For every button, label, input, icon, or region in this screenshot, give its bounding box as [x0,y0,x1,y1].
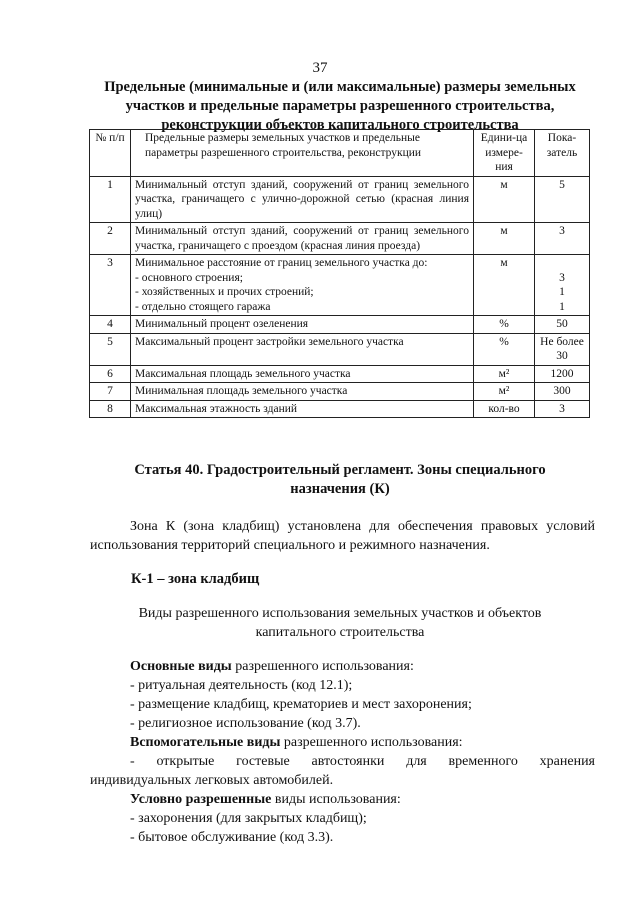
row-num: 8 [90,400,131,418]
table-title: Предельные (минимальные и (или максимальные) размеры земельных участков и предельные параметры разрешенного строительства, реконструкции объектов капитального строительства [104,79,576,133]
row-sub-value: 1 [559,286,565,298]
conditional-uses-heading: Условно разрешенные виды использования: [130,792,401,807]
header-name: Предельные размеры земельных участков и предельные параметры разрешенного строительства, реконструкции [131,130,474,177]
list-item: - религиозное использование (код 3.7). [130,716,361,731]
row-name: Минимальная площадь земельного участка [131,383,474,401]
parameters-table [89,129,590,418]
row-value: 300 [535,383,590,401]
table-row [90,223,590,255]
row-num: 7 [90,383,131,401]
row-name: Максимальная площадь земельного участка [131,365,474,383]
table-row [90,333,590,365]
row-value: 50 [535,316,590,334]
table-row [90,176,590,223]
row-values-group [535,255,590,316]
row-unit: м [474,255,535,316]
row-unit: м² [474,365,535,383]
row-sub-item: - хозяйственных и прочих строений; [135,286,314,298]
row-num: 2 [90,223,131,255]
table-row [90,383,590,401]
zone-code-heading: К-1 – зона кладбищ [131,571,260,587]
row-name: Минимальный отступ зданий, сооружений от границ земельного участка, граничащего с проездом (красная линия проезда) [131,223,474,255]
uses-title: Виды разрешенного использования земельных участков и объектов капитального строительства [138,606,542,640]
article-heading: Статья 40. Градостроительный регламент. Зоны специального назначения (К) [134,462,546,497]
permitted-uses [90,657,595,847]
row-sub-value: 3 [559,271,565,284]
row-num: 4 [90,316,131,334]
row-unit: м² [474,383,535,401]
row-unit: м [474,176,535,223]
row-num: 3 [90,255,131,316]
row-num: 5 [90,333,131,365]
zone-paragraph: Зона К (зона кладбищ) установлена для обеспечения правовых условий использования территорий специального и режимного назначения. [90,519,595,553]
row-value: 3 [535,400,590,418]
row-num: 1 [90,176,131,223]
row-value: 3 [535,223,590,255]
main-uses-heading: Основные виды разрешенного использования: [130,659,414,674]
header-unit: Едини-ца измере-ния [474,130,535,177]
row-sub-item: - отдельно стоящего гаража [135,300,271,313]
list-item: - открытые гостевые автостоянки для временного хранения [130,754,595,769]
list-item: - бытовое обслуживание (код 3.3). [130,830,334,845]
list-item-continuation: индивидуальных легковых автомобилей. [90,773,334,788]
row-unit: м [474,223,535,255]
row-name: Минимальное расстояние от границ земельного участка до: [135,257,428,269]
table-row [90,255,590,316]
table-header-row [90,130,590,177]
table-row [90,400,590,418]
header-num: № п/п [90,130,131,177]
row-value: Не более 30 [535,333,590,365]
row-sub-item: - основного строения; [135,271,243,284]
row-name: Максимальная этажность зданий [131,400,474,418]
row-value: 5 [535,176,590,223]
row-sub-value: 1 [559,300,565,313]
row-name: Минимальный отступ зданий, сооружений от границ земельного участка, граничащего с улично-дорожной сетью (красная линия улиц) [131,176,474,223]
header-value: Пока-затель [535,130,590,177]
row-num: 6 [90,365,131,383]
row-name: Максимальный процент застройки земельного участка [131,333,474,365]
row-value: 1200 [535,365,590,383]
list-item: - захоронения (для закрытых кладбищ); [130,811,367,826]
row-name: Минимальный процент озеленения [131,316,474,334]
row-unit: % [474,316,535,334]
table-row [90,365,590,383]
table-row [90,316,590,334]
page-number: 37 [312,60,328,76]
row-unit: кол-во [474,400,535,418]
aux-uses-heading: Вспомогательные виды разрешенного использования: [130,735,463,750]
list-item: - ритуальная деятельность (код 12.1); [130,678,353,693]
row-name-group [131,255,474,316]
row-unit: % [474,333,535,365]
list-item: - размещение кладбищ, крематориев и мест захоронения; [130,697,472,712]
